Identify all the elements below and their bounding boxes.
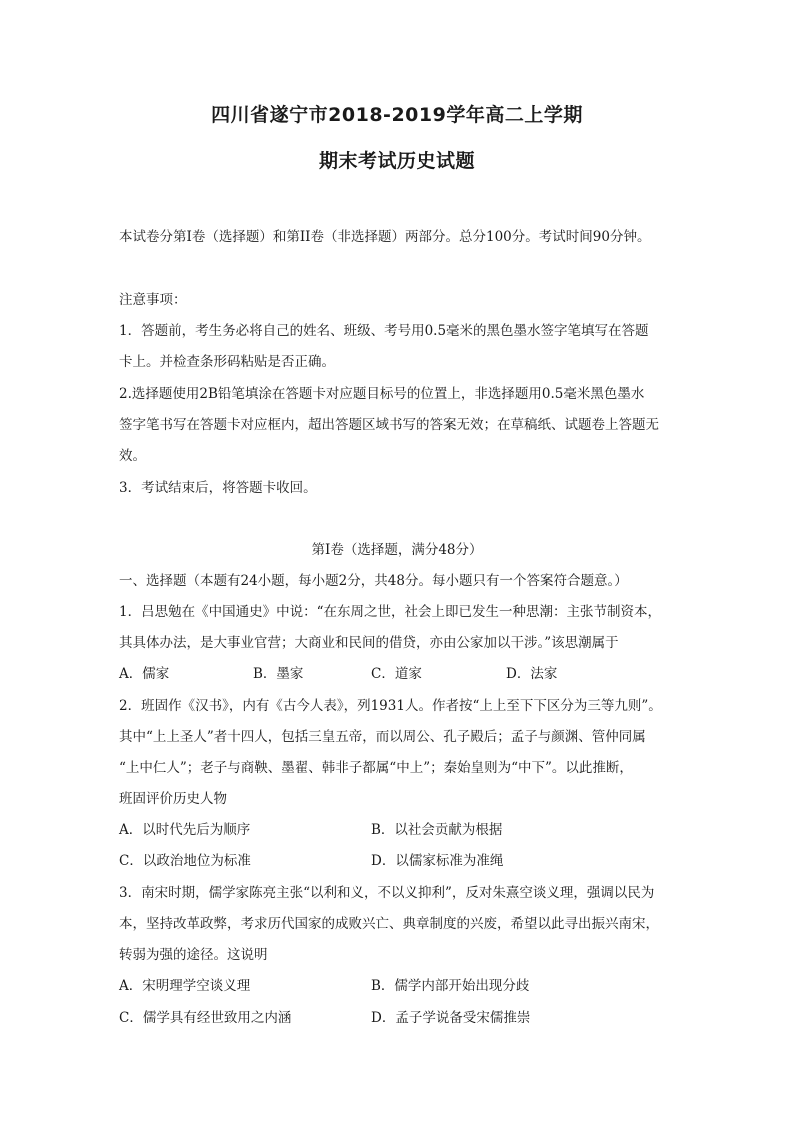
section-title: 第Ⅰ卷（选择题，满分48分） [311,542,483,558]
question-2-option-d: D．以儒家标准为准绳 [371,853,504,869]
part-one-heading: 一、选择题（本题有24小题，每小题2分，共48分。每小题只有一个答案符合题意。） [119,573,628,589]
question-3-line-1: 3．南宋时期，儒学家陈亮主张“以利和义，不以义抑利”，反对朱熹空谈义理，强调以民为 [119,885,655,901]
notice-item-3-line-1: 3．考试结束后，将答题卡收回。 [119,480,317,496]
question-2-line-3: “上中仁人”；老子与商鞅、墨翟、韩非子都属“中上”；秦始皇则为“中下”。以此推断， [119,760,633,776]
question-3-line-3: 转弱为强的途径。这说明 [119,947,268,963]
notice-heading: 注意事项： [119,292,187,308]
question-1-line-1: 1．吕思勉在《中国通史》中说：“在东周之世，社会上即已发生一种思潮：主张节制资本， [119,604,661,620]
notice-item-1-line-2: 卡上。并检查条形码粘贴是否正确。 [119,354,335,370]
question-3-options-row-1 [119,980,679,996]
question-3-option-b: B．儒学内部开始出现分歧 [371,978,530,994]
question-3-options-row-2 [119,1012,679,1028]
question-1-line-2: 其具体办法，是大事业官营；大商业和民间的借贷，亦由公家加以干涉。”该思潮属于 [119,635,619,651]
question-2-line-2: 其中“上上圣人”者十四人，包括三皇五帝，而以周公、孔子殿后；孟子与颜渊、管仲同属 [119,729,646,745]
question-2-line-1: 2．班固作《汉书》，内有《古今人表》，列1931人。作者按“上上至下下区分为三等九则”。 [119,698,662,714]
question-2-option-b: B．以社会贡献为根据 [371,822,503,838]
question-1-options [119,668,679,684]
question-1-option-d: D．法家 [506,666,558,682]
question-3-option-a: A．宋明理学空谈义理 [119,978,251,994]
question-1-option-a: A．儒家 [119,666,170,682]
question-2-options-row-1 [119,824,679,840]
question-3-option-c: C．儒学具有经世致用之内涵 [119,1010,292,1026]
question-2-option-c: C．以政治地位为标准 [119,853,251,869]
question-3-line-2: 本，坚持改革政弊，考求历代国家的成败兴亡、典章制度的兴废，希望以此寻出振兴南宋， [119,916,659,932]
question-2-option-a: A．以时代先后为顺序 [119,822,251,838]
question-1-option-c: C．道家 [371,666,422,682]
question-1-option-b: B．墨家 [253,666,304,682]
notice-item-2-line-2: 签字笔书写在答题卡对应框内，超出答题区域书写的答案无效；在草稿纸、试题卷上答题无 [119,417,659,433]
notice-item-1-line-1: 1．答题前，考生务必将自己的姓名、班级、考号用0.5毫米的黑色墨水签字笔填写在答题 [119,323,649,339]
question-3-option-d: D．孟子学说备受宋儒推崇 [371,1010,531,1026]
question-2-options-row-2 [119,855,679,871]
page-title: 四川省遂宁市2018-2019学年高二上学期 [211,104,583,126]
notice-item-2-line-3: 效。 [119,448,146,464]
page-subtitle: 期末考试历史试题 [318,150,475,172]
question-2-line-4: 班固评价历史人物 [119,791,227,807]
notice-item-2-line-1: 2.选择题使用2B铅笔填涂在答题卡对应题目标号的位置上，非选择题用0.5毫米黑色墨水 [119,386,645,402]
exam-intro: 本试卷分第Ⅰ卷（选择题）和第II卷（非选择题）两部分。总分100分。考试时间90分钟。 [119,229,651,245]
